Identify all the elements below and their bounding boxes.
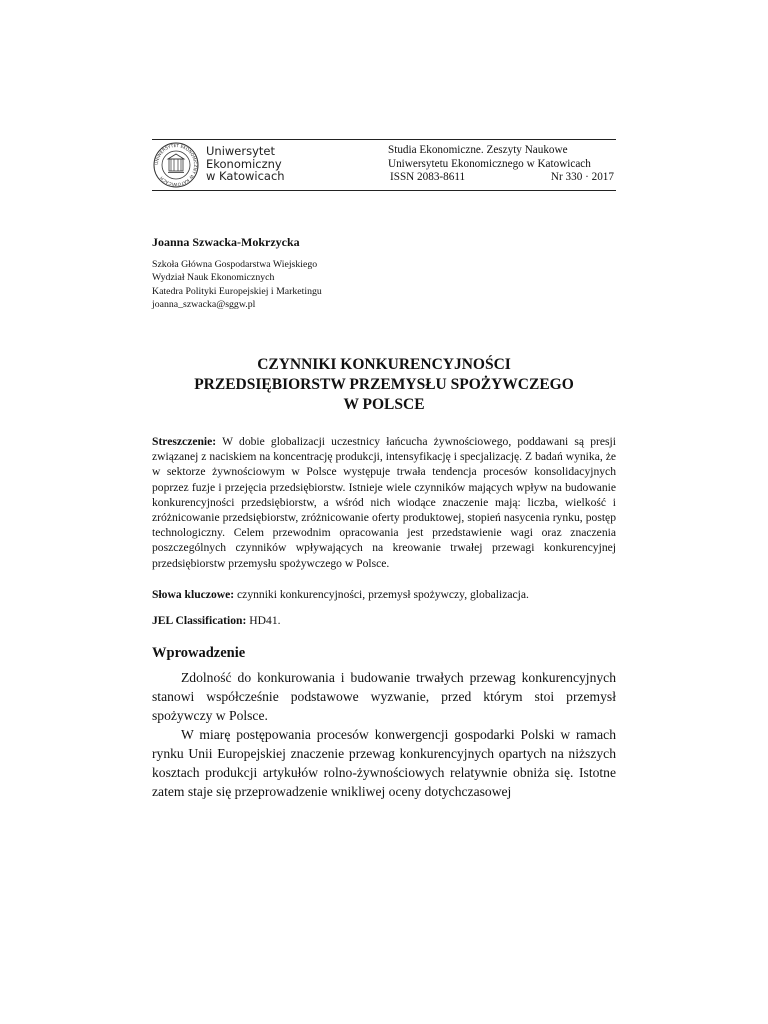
abstract [152,434,616,571]
abstract-label: Streszczenie: [152,435,217,448]
seal-text: UNIWERSYTET EKONOMICZNY W KATOWICACH [154,143,198,187]
issn: ISSN 2083-8611 [390,171,466,183]
title-line: CZYNNIKI KONKURENCYJNOŚCI [257,356,511,373]
keywords-label: Słowa kluczowe: [152,588,235,601]
journal-header [152,140,616,190]
header-bottom-rule [152,190,616,191]
author-affiliation [152,258,322,311]
abstract-text: W dobie globalizacji uczestnicy łańcucha żywnościowego, poddawani są presji związanej z naciskiem na koncentrację produkcji, intensyfikację i specjalizację. Z badań wynika, że w sektorze żywnościowym w Polsce występuje trwała tendencja procesów konsolidacyjnych poprzez fuzje i przejęcia przedsiębiorstw. Istnieje wiele czynników mających wpływ na budowanie konkurencyjności przedsiębiorstw, a wśród nich wiodące znaczenie mają: liczba, wielkość i zróżnicowanie przedsiębiorstw, zróżnicowanie oferty produktowej, stopień nasycenia rynku, postęp technologiczny. Celem przewodnim opracowania jest przedstawienie wagi oraz znaczenia poszczególnych czynników wpływających na kreowanie trwałej przewagi konkurencyjnej przedsiębiorstw przemysłu spożywczego w Polsce. [152,435,616,570]
article-title [152,355,616,415]
affiliation-line: Wydział Nauk Ekonomicznych [152,272,275,284]
university-seal-logo [153,142,199,188]
jel-text: HD41. [246,614,281,627]
title-line: PRZEDSIĘBIORSTW PRZEMYSŁU SPOŻYWCZEGO [194,376,574,393]
section-heading: Wprowadzenie [152,645,246,661]
jel-label: JEL Classification: [152,614,247,627]
keywords [152,587,616,602]
university-name-line: Ekonomiczny [206,156,282,171]
journal-issue-row [388,171,616,185]
body-paragraph: Zdolność do konkurowania i budowanie trwałych przewag konkurencyjnych stanowi współcześnie podstawowe wyzwanie, przed którym stoi przemysł spożywczy w Polsce. [152,670,616,723]
keywords-text: czynniki konkurencyjności, przemysł spożywczy, globalizacja. [234,588,529,601]
journal-info [388,144,616,185]
body-paragraph: W miarę postępowania procesów konwergencji gospodarki Polski w ramach rynku Unii Europejskiej znaczenie przewag konkurencyjnych opartych na niższych kosztach produkcji artykułów rolno-żywnościowych relatywnie obniża się. Istotne zatem staje się przeprowadzenie wnikliwej oceny dotychczasowej [152,727,616,799]
author-name: Joanna Szwacka-Mokrzycka [152,235,300,249]
journal-title: Studia Ekonomiczne. Zeszyty Naukowe [388,144,568,156]
author-email: joanna_szwacka@sggw.pl [152,298,256,310]
jel-classification [152,613,616,628]
journal-publisher: Uniwersytetu Ekonomicznego w Katowicach [388,157,591,170]
university-name-line: Uniwersytet [206,144,275,158]
affiliation-line: Szkoła Główna Gospodarstwa Wiejskiego [152,259,318,270]
issue-number: Nr 330 · 2017 [550,171,614,183]
university-name-line: w Katowicach [206,169,285,183]
affiliation-line: Katedra Polityki Europejskiej i Marketingu [152,285,322,297]
title-line: W POLSCE [343,396,425,413]
university-name [206,145,285,183]
